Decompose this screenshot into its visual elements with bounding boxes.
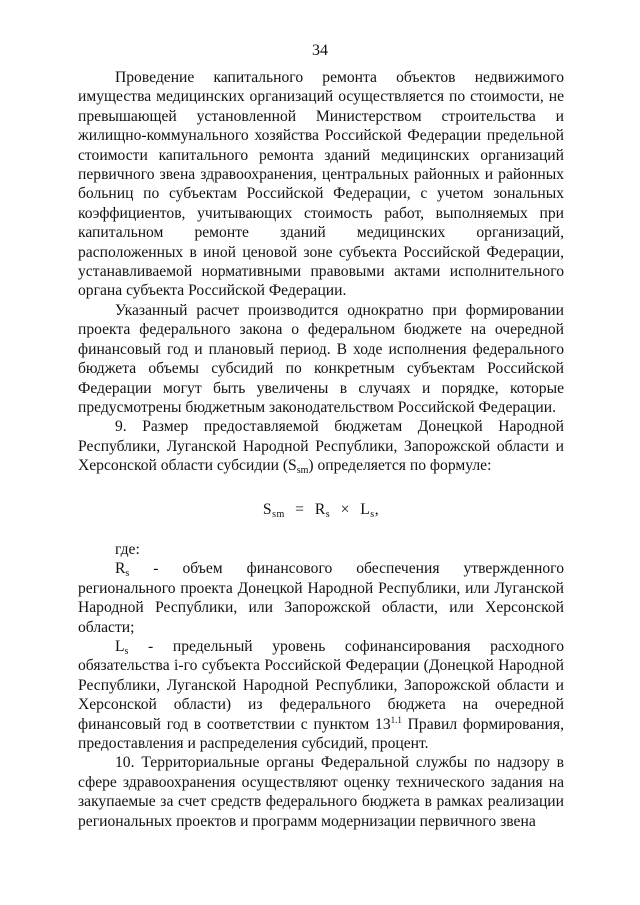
def-l-symbol: L — [115, 637, 125, 655]
def-l-text-end: Правил формирования, предоставления и распределения субсидий, процент. — [78, 715, 565, 752]
def-l-subscript: s — [124, 645, 129, 657]
formula-lhs-sub: sm — [272, 508, 285, 520]
formula — [78, 500, 564, 519]
formula-lhs: S — [262, 500, 273, 518]
def-r-subscript: s — [125, 568, 130, 580]
paragraph-capital-repair: Проведение капитального ремонта объектов недвижимого имущества медицинских организаций осуществляется по стоимости, не превышающей установленной Министерством строительства и жилищно-коммунального хозяйства Российской Федерации предельной стоимости капитального ремонта зданий медицинских организаций первичного звена здравоохранения, центральных районных и районных больниц по субъектам Российской Федерации, с учетом зональных коэффициентов, учитывающих стоимость работ, выполняемых при капитальном ремонте зданий медицинских организаций, расположенных в иной ценовой зоне субъекта Российской Федерации, устанавливаемой нормативными правовыми актами исполнительного органа субъекта Российской Федерации. — [78, 69, 564, 300]
def-l-text: - предельный уровень софинансирования расходного обязательства i-го субъекта Российской Федерации (Донецкой Народной Республики, Луганской Народной Республики, Запорожской области и Херсонской области) из федерального бюджета на очередной финансовый год в соответствии с пунктом 13 — [78, 637, 564, 733]
formula-r-sub: s — [325, 508, 331, 520]
document-body — [78, 68, 564, 831]
formula-equals: = — [295, 500, 305, 518]
item-9-text-end: ) определяется по формуле: — [308, 457, 492, 475]
formula-l: L — [360, 500, 371, 518]
item-9-text: 9. Размер предоставляемой бюджетам Донецкой Народной Республики, Луганской Народной Республики, Запорожской области и Херсонской области субсидии ( — [78, 418, 564, 475]
definition-rs — [78, 559, 564, 637]
formula-r: R — [314, 500, 326, 518]
symbol-s: S — [288, 457, 297, 475]
paragraph-item-9 — [78, 417, 564, 475]
formula-l-sub: s — [370, 508, 375, 520]
paragraph-calculation: Указанный расчет производится однократно при формировании проекта федерального закона о федеральном бюджете на очередной финансовый год и плановый период. В ходе исполнения федерального бюджета объемы субсидий по конкретным субъектам Российской Федерации могут быть увеличены в случаях и порядке, которые предусмотрены бюджетным законодательством Российской Федерации. — [78, 301, 564, 416]
def-r-text: - объем финансового обеспечения утвержденного регионального проекта Донецкой Народной Республики, или Луганской Народной Республики, или Запорожской области, или Херсонской области; — [78, 560, 564, 636]
page-number: 34 — [312, 42, 328, 59]
paragraph-item-10: 10. Территориальные органы Федеральной службы по надзору в сфере здравоохранения осуществляют оценку технического задания на закупаемые за счет средств федерального бюджета в рамках реализации региональных проектов и программ модернизации первичного звена — [78, 754, 564, 830]
formula-times: × — [340, 500, 350, 518]
formula-tail: , — [374, 500, 380, 518]
where-label: где: — [115, 540, 140, 558]
def-l-superscript: 1.1 — [390, 714, 402, 725]
def-r-symbol: R — [115, 560, 126, 578]
symbol-s-subscript: sm — [296, 465, 309, 477]
definition-ls — [78, 637, 564, 753]
